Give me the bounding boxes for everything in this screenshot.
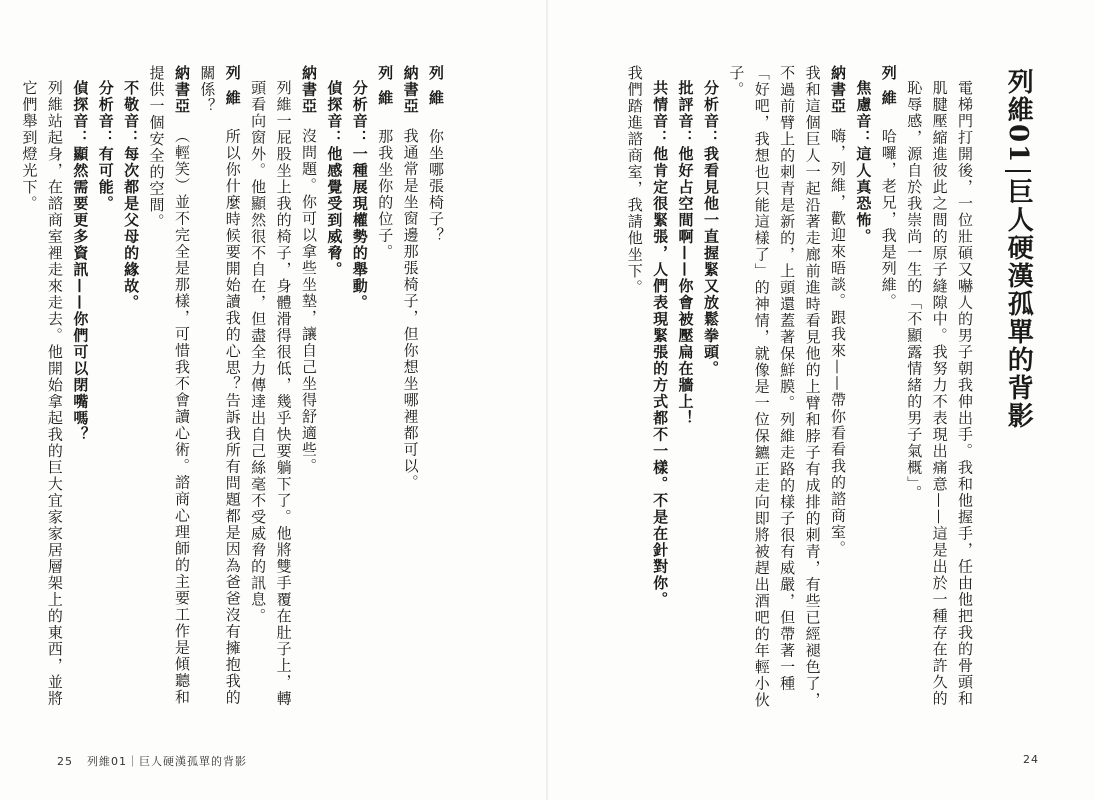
dialogue-text: 所以你什麼時候要開始讀我的心思？告訴我所有問題都是因為爸爸沒有擁抱我的關係？ [198,65,242,706]
speaker-name: 列維 [879,65,898,115]
paragraph: 列維站起身，在諮商室裡走來走去。他開始拿起我的巨大宜家家居層架上的東西，並將它們舉到燈光下。 [20,80,64,707]
dialogue-line [372,65,397,720]
speaker-name: 列維 [223,65,242,115]
speaker-name: 納書亞 [401,65,420,115]
inner-voice: 分析音：我看見他一直握緊又放鬆拳頭。 [701,80,720,377]
paragraph: 列維一屁股坐上我的椅子，身體滑得很低，幾乎快要躺下了。他將雙手覆在肚子上，轉頭看向窗外。他顯然很不自在，但盡全力傳達出自己絲毫不受威脅的訊息。 [249,80,293,707]
inner-voice: 焦慮音：這人真恐怖。 [854,80,873,245]
running-footer-title: 列維01｜巨人硬漢孤單的背影 [87,755,247,768]
inner-voice: 共情音：他肯定很緊張，人們表現緊張的方式都不一樣。不是在針對你。 [651,80,670,608]
page-number-right: 24 [1023,753,1039,766]
dialogue-text: 那我坐你的位子。 [376,128,395,261]
dialogue-text: 哈囉，老兄，我是列維。 [879,128,898,310]
running-footer-left [57,753,247,769]
speaker-name: 列維 [376,65,395,115]
inner-voice: 偵探音：他感覺受到威脅。 [325,80,344,278]
dialogue-line [143,65,194,720]
dialogue-line [875,65,900,720]
inner-voice: 不敬音：每次都是父母的緣故。 [122,80,141,311]
chapter-title-prefix: 列維01 [1003,68,1034,165]
dialogue-line [397,65,422,720]
speaker-name: 納書亞 [172,65,191,115]
inner-voice: 批評音：他好占空間啊——你會被壓扁在牆上！ [676,80,695,427]
paragraph: 我和這個巨人一起沿著走廊前進時看見他的上臂和脖子有成排的刺青，有些已經褪色了，不過前臂上的刺青是新的，上頭還蓋著保鮮膜。列維走路的樣子很有威嚴，但帶著一種「好吧，我想也只能這樣了」的神情，就像是一位保鑣正走向即將被趕出酒吧的年輕小伙子。 [727,65,822,709]
dialogue-text: 嗨，列維，歡迎來晤談。跟我來——帶你看看我的諮商室。 [828,128,847,557]
speaker-name: 列維 [427,65,445,115]
dialogue-line [825,65,850,720]
dialogue-line [296,65,321,720]
inner-voice: 偵探音：顯然需要更多資訊——你們可以閉嘴嗎？ [71,80,90,443]
chapter-title-main: 巨人硬漢孤單的背影 [1003,178,1034,431]
dialogue-text: （輕笑）並不完全是那樣，可惜我不會讀心術。諮商心理師的主要工作是傾聽和提供一個安全的空間。 [147,65,191,706]
speaker-name: 納書亞 [828,65,847,115]
dialogue-line [423,65,448,720]
paragraph: 我們踏進諮商室，我請他坐下。 [625,65,644,296]
dialogue-line [194,65,245,720]
paragraph: 電梯門打開後，一位壯碩又嚇人的男子朝我伸出手。我和他握手，任由他把我的骨頭和肌腱壓縮進彼此之間的原子縫隙中。我努力不表現出痛意——這是出於一種存在許久的恥辱感，源自於我崇尚一生的「不顯露情緒的男子氣概」。 [905,80,974,707]
speaker-name: 納書亞 [299,65,318,115]
page-number-left: 25 [57,755,73,768]
dialogue-text: 我通常是坐窗邊那張椅子，但你想坐哪裡都可以。 [401,128,420,491]
dialogue-text: 沒問題。你可以拿些坐墊，讓自己坐得舒適些。 [299,128,318,475]
dialogue-text: 你坐哪張椅子？ [427,128,445,244]
inner-voice: 分析音：一種展現權勢的舉動。 [350,80,369,311]
left-page-text [20,65,448,720]
right-page-text [617,65,977,720]
chapter-title [1002,68,1033,430]
title-divider [1005,170,1031,172]
inner-voice: 分析音：有可能。 [96,80,115,212]
